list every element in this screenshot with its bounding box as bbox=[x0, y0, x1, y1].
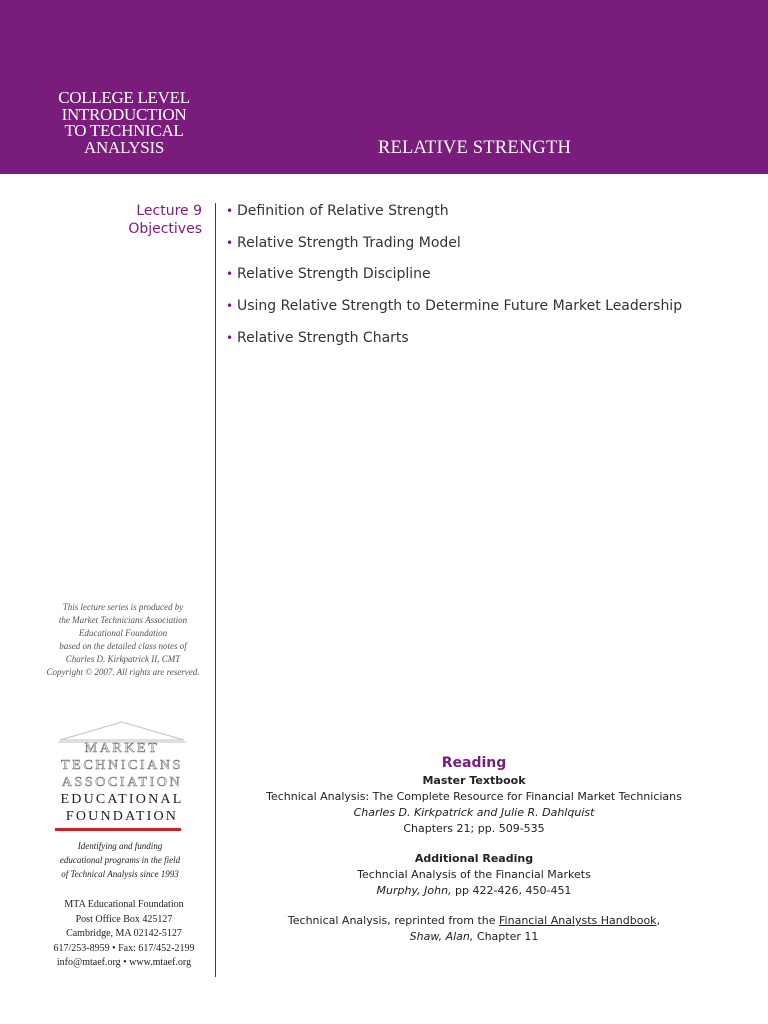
logo-line: TECHNICIANS bbox=[61, 758, 183, 773]
objective-item bbox=[226, 201, 682, 233]
financial-analysts-handbook-link[interactable]: Financial Analysts Handbook bbox=[499, 914, 657, 927]
tagline-line: educational programs in the field bbox=[59, 855, 181, 865]
objective-item bbox=[226, 264, 682, 296]
master-textbook-authors: Charles D. Kirkpatrick and Julie R. Dahlquist bbox=[353, 806, 595, 819]
produced-line: Educational Foundation bbox=[78, 628, 168, 638]
course-title-line: COLLEGE LEVEL bbox=[58, 88, 190, 107]
objective-text: Using Relative Strength to Determine Future Market Leadership bbox=[237, 298, 683, 315]
course-title-line: INTRODUCTION bbox=[61, 104, 187, 124]
produced-line: This lecture series is produced by bbox=[62, 602, 184, 612]
contact-info bbox=[40, 898, 208, 971]
produced-line: Charles D. Kirkpatrick II, CMT bbox=[65, 654, 181, 664]
bullet-icon: • bbox=[226, 204, 234, 218]
master-textbook-chapters: Chapters 21; pp. 509-535 bbox=[403, 822, 545, 835]
vertical-divider bbox=[215, 203, 216, 977]
produced-line: based on the detailed class notes of bbox=[59, 641, 187, 651]
reading-heading: Reading bbox=[441, 755, 507, 771]
additional-reading-title: Techncial Analysis of the Financial Markets bbox=[357, 868, 591, 881]
mta-foundation-logo bbox=[52, 716, 192, 836]
tagline-line: of Technical Analysis since 1993 bbox=[61, 869, 179, 879]
contact-line: MTA Educational Foundation bbox=[64, 899, 184, 910]
foundation-tagline bbox=[40, 839, 200, 881]
objective-text: Relative Strength Discipline bbox=[237, 266, 431, 283]
objective-item bbox=[226, 233, 682, 265]
third-reading-author: Shaw, Alan, bbox=[409, 930, 474, 943]
third-reading-prefix: Technical Analysis, reprinted from the bbox=[287, 914, 500, 927]
bullet-icon: • bbox=[226, 330, 234, 345]
logo-rule bbox=[55, 828, 181, 831]
third-reading-citation bbox=[230, 929, 718, 945]
contact-line: info@mtaef.org • www.mtaef.org bbox=[56, 957, 192, 968]
master-textbook-title: Technical Analysis: The Complete Resource for Financial Market Technicians bbox=[266, 790, 682, 803]
additional-reading-citation bbox=[230, 883, 718, 899]
additional-reading-pages: pp 422-426, 450-451 bbox=[451, 884, 572, 897]
produced-line: the Market Technicians Association bbox=[58, 615, 188, 625]
logo-line: MARKET bbox=[84, 741, 160, 756]
third-reading-suffix: , bbox=[656, 914, 661, 927]
third-reading-chapter: Chapter 11 bbox=[473, 930, 539, 943]
objective-text: Definition of Relative Strength bbox=[237, 203, 449, 219]
lecture-title: RELATIVE STRENGTH bbox=[378, 138, 572, 158]
logo-line: ASSOCIATION bbox=[61, 775, 183, 790]
objective-item bbox=[226, 296, 682, 328]
course-title bbox=[40, 90, 208, 156]
reading-section bbox=[230, 753, 718, 945]
objectives-label: Objectives bbox=[128, 221, 202, 237]
tagline-line: Identifying and funding bbox=[77, 841, 163, 851]
contact-line: Post Office Box 425127 bbox=[75, 913, 173, 925]
lecture-objectives-label bbox=[128, 202, 202, 238]
third-reading-title bbox=[230, 913, 718, 929]
contact-line: Cambridge, MA 02142-5127 bbox=[66, 928, 182, 939]
bullet-icon: • bbox=[226, 299, 234, 314]
header-banner bbox=[0, 0, 768, 174]
master-textbook-label: Master Textbook bbox=[422, 774, 526, 787]
additional-reading-label: Additional Reading bbox=[414, 852, 534, 865]
produced-line: Copyright © 2007. All rights are reserved. bbox=[46, 667, 200, 677]
additional-reading-author: Murphy, John, bbox=[376, 884, 452, 897]
objective-item bbox=[226, 328, 682, 360]
logo-line: FOUNDATION bbox=[65, 809, 179, 824]
logo-wordmark bbox=[52, 740, 192, 825]
contact-line: 617/253-8959 • Fax: 617/452-2199 bbox=[53, 942, 195, 954]
bullet-icon: • bbox=[226, 267, 234, 282]
course-title-line: ANALYSIS bbox=[84, 137, 164, 157]
produced-by-note bbox=[30, 601, 216, 679]
objective-text: Relative Strength Trading Model bbox=[237, 234, 461, 251]
objective-text: Relative Strength Charts bbox=[237, 329, 409, 346]
lecture-number: Lecture 9 bbox=[136, 203, 202, 219]
course-title-line: TO TECHNICAL bbox=[64, 121, 184, 140]
objectives-list bbox=[226, 201, 682, 359]
bullet-icon: • bbox=[226, 235, 234, 250]
logo-line: EDUCATIONAL bbox=[60, 792, 184, 807]
